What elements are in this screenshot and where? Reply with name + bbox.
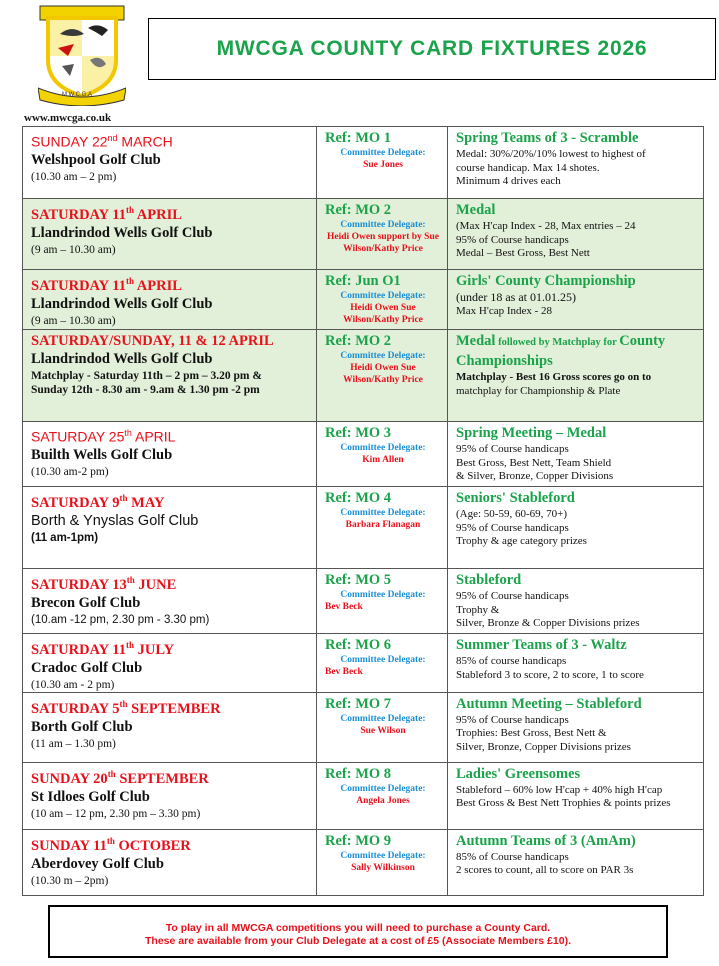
delegate-label: Committee Delegate: <box>340 713 426 724</box>
fixture-row <box>23 422 704 487</box>
fixture-date-cell <box>23 829 317 895</box>
fixture-event-cell <box>448 829 704 895</box>
fixture-detail: Trophy & <box>456 603 500 616</box>
fixture-time: (11 am-1pm) <box>31 531 99 544</box>
county-card-notice <box>48 905 668 958</box>
fixture-row <box>23 127 704 199</box>
fixture-club: Cradoc Golf Club <box>31 659 143 676</box>
fixture-ref-cell <box>317 199 448 270</box>
fixture-detail: Best Gross & Best Nett Trophies & points prizes <box>456 797 671 810</box>
fixture-date-cell <box>23 422 317 487</box>
fixture-event-cell <box>448 330 704 422</box>
delegate-label: Committee Delegate: <box>340 443 426 453</box>
fixture-event: Spring Meeting – Medal <box>456 425 607 441</box>
fixture-detail: 95% of Course handicaps <box>456 713 569 726</box>
delegate-name: Heidi Owen support by Sue Wilson/Kathy Price <box>327 232 439 254</box>
fixture-club: Llandrindod Wells Golf Club <box>31 224 213 241</box>
fixtures-table <box>22 126 704 896</box>
fixture-time: (10.30 am - 2 pm) <box>31 678 115 691</box>
fixture-event-cell <box>448 634 704 693</box>
fixture-club: Welshpool Golf Club <box>31 151 161 168</box>
title-box <box>148 18 716 80</box>
delegate-name: Sally Wilkinson <box>351 862 415 873</box>
fixture-club: Borth & Ynyslas Golf Club <box>31 512 199 529</box>
fixture-time: (10.30 am-2 pm) <box>31 465 109 478</box>
fixture-date: SATURDAY 13th JUNE <box>31 575 177 593</box>
fixture-event: Spring Teams of 3 - Scramble <box>456 130 639 146</box>
fixture-ref: Ref: MO 3 <box>325 425 392 441</box>
delegate-name: Kim Allen <box>362 455 404 465</box>
fixture-ref: Ref: MO 4 <box>325 490 392 506</box>
fixture-detail: 95% of Course handicaps <box>456 521 569 534</box>
fixture-time: (10.am -12 pm, 2.30 pm - 3.30 pm) <box>31 613 210 626</box>
fixture-date-cell <box>23 127 317 199</box>
fixture-club: Llandrindod Wells Golf Club <box>31 351 213 367</box>
fixture-event-cell <box>448 487 704 569</box>
delegate-label: Committee Delegate: <box>340 351 426 361</box>
fixture-date-cell <box>23 634 317 693</box>
fixture-time: (11 am – 1.30 pm) <box>31 737 116 750</box>
fixture-row <box>23 199 704 270</box>
delegate-name: Bev Beck <box>325 602 363 612</box>
fixture-time: (9 am – 10.30 am) <box>31 243 116 256</box>
logo-text: M.W.C.G.A <box>62 92 92 98</box>
fixture-event: Girls' County Championship <box>456 273 636 289</box>
website-url[interactable]: www.mwcga.co.uk <box>24 112 112 124</box>
fixture-date: SUNDAY 20th SEPTEMBER <box>31 768 209 787</box>
fixture-detail: (Max H'cap Index - 28, Max entries – 24 <box>456 220 636 232</box>
fixture-date: SATURDAY 9th MAY <box>31 493 165 511</box>
fixture-ref: Ref: Jun O1 <box>325 273 401 289</box>
fixture-date: SATURDAY 11th APRIL <box>31 276 182 294</box>
delegate-name: Sue Wilson <box>360 725 406 736</box>
fixture-ref: Ref: MO 1 <box>325 130 392 146</box>
fixture-event-cell <box>448 692 704 762</box>
notice-line: To play in all MWCGA competitions you will need to purchase a County Card. <box>165 922 551 934</box>
fixture-ref-cell <box>317 692 448 762</box>
fixture-event-cell <box>448 199 704 270</box>
page-title: MWCGA COUNTY CARD FIXTURES 2026 <box>216 37 648 60</box>
fixture-event: Medal followed by Matchplay for County Championships <box>456 333 666 369</box>
fixture-date-cell <box>23 487 317 569</box>
fixture-detail: 2 scores to count, all to score on PAR 3s <box>456 864 634 877</box>
fixture-date-cell <box>23 199 317 270</box>
fixture-detail: & Silver, Bronze, Copper Divisions <box>456 470 614 482</box>
fixture-row <box>23 762 704 829</box>
fixture-detail: course handicap. Max 14 shotes. <box>456 161 600 174</box>
fixture-detail: 95% of Course handicaps <box>456 590 569 602</box>
fixture-ref-cell <box>317 829 448 895</box>
fixture-date: SUNDAY 11th OCTOBER <box>31 835 191 854</box>
delegate-label: Committee Delegate: <box>340 148 426 158</box>
fixture-event: Medal <box>456 202 496 218</box>
fixture-ref-cell <box>317 634 448 693</box>
fixture-ref: Ref: MO 5 <box>325 572 392 588</box>
fixture-ref: Ref: MO 2 <box>325 202 392 218</box>
fixture-time: Sunday 12th - 8.30 am - 9.am & 1.30 pm -2 pm <box>31 384 260 396</box>
fixture-date-cell <box>23 762 317 829</box>
fixture-ref-cell <box>317 330 448 422</box>
fixture-ref: Ref: MO 7 <box>325 695 392 712</box>
fixture-club: Borth Golf Club <box>31 718 133 735</box>
fixture-ref: Ref: MO 8 <box>325 765 392 782</box>
fixture-club: Builth Wells Golf Club <box>31 446 173 463</box>
fixture-row <box>23 487 704 569</box>
fixture-date-cell <box>23 692 317 762</box>
fixture-date: SATURDAY 5th SEPTEMBER <box>31 698 221 717</box>
delegate-label: Committee Delegate: <box>340 783 426 794</box>
delegate-label: Committee Delegate: <box>340 291 426 301</box>
fixture-date-cell <box>23 569 317 634</box>
fixture-row <box>23 569 704 634</box>
fixture-date: SATURDAY 11th APRIL <box>31 205 182 223</box>
fixture-ref-cell <box>317 487 448 569</box>
fixture-time: (10.30 am – 2 pm) <box>31 170 117 183</box>
fixture-date: SATURDAY 11th JULY <box>31 640 175 658</box>
fixture-detail: 95% of Course handicaps <box>456 233 569 246</box>
fixture-event: Seniors' Stableford <box>456 490 575 506</box>
fixture-detail: matchplay for Championship & Plate <box>456 384 621 397</box>
fixture-date: SUNDAY 22nd MARCH <box>31 133 173 150</box>
fixture-detail: (under 18 as at 01.01.25) <box>456 290 576 304</box>
fixture-ref: Ref: MO 9 <box>325 832 392 849</box>
fixture-club: Aberdovey Golf Club <box>31 855 164 872</box>
fixture-detail: Trophies: Best Gross, Best Nett & <box>456 727 607 740</box>
delegate-label: Committee Delegate: <box>340 508 426 518</box>
fixture-ref-cell <box>317 422 448 487</box>
fixture-event-cell <box>448 762 704 829</box>
fixture-detail: Matchplay - Best 16 Gross scores go on to <box>456 371 652 383</box>
fixture-event-cell <box>448 127 704 199</box>
fixture-event: Ladies' Greensomes <box>456 765 581 782</box>
fixture-event: Stableford <box>456 572 522 588</box>
delegate-label: Committee Delegate: <box>340 655 426 665</box>
fixture-event-cell <box>448 270 704 330</box>
fixture-club: Brecon Golf Club <box>31 594 141 611</box>
fixture-row <box>23 270 704 330</box>
fixture-time: (10 am – 12 pm, 2.30 pm – 3.30 pm) <box>31 807 201 820</box>
delegate-label: Committee Delegate: <box>340 220 426 230</box>
delegate-label: Committee Delegate: <box>340 850 426 861</box>
fixture-detail: 85% of Course handicaps <box>456 850 569 863</box>
fixture-ref-cell <box>317 762 448 829</box>
fixture-detail: 95% of Course handicaps <box>456 443 569 455</box>
fixture-ref-cell <box>317 127 448 199</box>
fixture-club: St Idloes Golf Club <box>31 788 150 805</box>
fixture-date: SATURDAY 25th APRIL <box>31 428 176 445</box>
fixture-detail: (Age: 50-59, 60-69, 70+) <box>456 508 567 520</box>
fixture-row <box>23 634 704 693</box>
delegate-name: Angela Jones <box>356 795 410 806</box>
fixture-ref: Ref: MO 6 <box>325 637 392 653</box>
delegate-name: Barbara Flanagan <box>345 520 421 530</box>
fixture-ref: Ref: MO 2 <box>325 333 392 349</box>
fixture-detail: Max H'cap Index - 28 <box>456 304 553 317</box>
fixture-event: Summer Teams of 3 - Waltz <box>456 637 627 653</box>
fixture-date: SATURDAY/SUNDAY, 11 & 12 APRIL <box>31 333 274 349</box>
notice-line: These are available from your Club Delegate at a cost of £5 (Associate Members £10). <box>145 935 571 947</box>
fixture-row <box>23 330 704 422</box>
fixture-detail: Silver, Bronze & Copper Divisions prizes <box>456 617 640 629</box>
fixture-detail: Minimum 4 drives each <box>456 175 561 187</box>
fixture-detail: Best Gross, Best Nett, Team Shield <box>456 456 612 469</box>
delegate-name: Heidi Owen Sue Wilson/Kathy Price <box>343 303 423 325</box>
fixture-row <box>23 829 704 895</box>
delegate-name: Heidi Owen Sue Wilson/Kathy Price <box>343 363 423 385</box>
delegate-name: Sue Jones <box>363 160 403 170</box>
fixture-event: Autumn Teams of 3 (AmAm) <box>456 832 636 849</box>
fixture-detail: Stableford 3 to score, 2 to score, 1 to score <box>456 668 644 681</box>
fixture-detail: Stableford – 60% low H'cap + 40% high H'cap <box>456 783 663 796</box>
fixture-ref-cell <box>317 270 448 330</box>
fixture-detail: 85% of course handicaps <box>456 655 567 667</box>
delegate-name: Bev Beck <box>325 667 363 677</box>
fixture-date-cell <box>23 270 317 330</box>
mwcga-crest-logo <box>38 4 126 106</box>
fixture-time: Matchplay - Saturday 11th – 2 pm – 3.20 pm & <box>31 370 262 382</box>
fixture-ref-cell <box>317 569 448 634</box>
fixture-row <box>23 692 704 762</box>
delegate-label: Committee Delegate: <box>340 590 426 600</box>
fixture-time: (10.30 m – 2pm) <box>31 874 109 887</box>
fixture-event-cell <box>448 422 704 487</box>
fixture-club: Llandrindod Wells Golf Club <box>31 295 213 312</box>
fixture-event: Autumn Meeting – Stableford <box>456 695 642 712</box>
fixture-detail: Trophy & age category prizes <box>456 535 587 547</box>
fixture-date-cell <box>23 330 317 422</box>
fixture-detail: Medal: 30%/20%/10% lowest to highest of <box>456 148 646 160</box>
fixture-detail: Silver, Bronze, Copper Divisions prizes <box>456 740 631 753</box>
fixture-time: (9 am – 10.30 am) <box>31 314 116 327</box>
fixture-detail: Medal – Best Gross, Best Nett <box>456 247 590 259</box>
fixture-event-cell <box>448 569 704 634</box>
